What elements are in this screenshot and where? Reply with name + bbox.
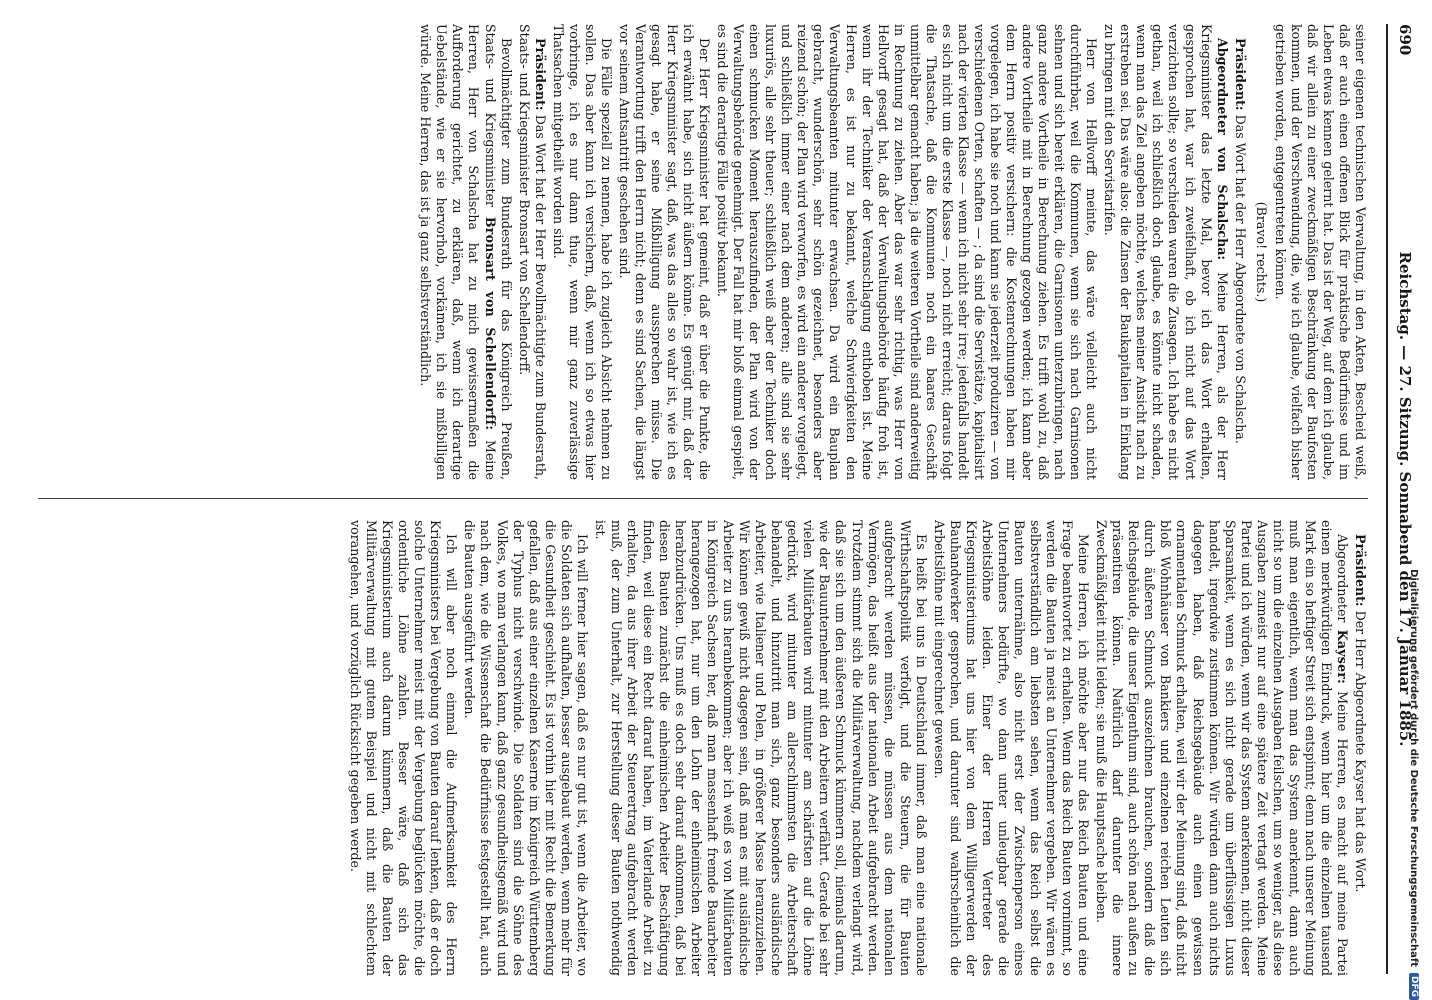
running-title: Reichstag. — 27. Sitzung. Sonnabend den 17. Januar 1885.: [1396, 251, 1414, 747]
paragraph: [931, 520, 1091, 976]
paragraph: [1232, 24, 1248, 480]
speaker-name: Bronsart von Schellendorff:: [482, 216, 498, 431]
paragraph: [417, 24, 513, 480]
paragraph-text: Meine Herren, ich möchte aber nur das Reich Bauten und eine Frage beantwortet zu erhalten. Wenn das Reich Bauten vornimmt, so werden die Bauten ja meist an Unternehmer vergeben. Wir wären es selbstverständlich am liebsten sehen, wenn das Reich selbst die Bauten unternähme, also nicht erst der Zwischenperson eines Unternehmers bedürfte, wo dann unter unleugbar gerade die Arbeitslöhne leiden. Einer der Herren Vertreter des Kriegsministeriums hat uns hier von dem Willigerwerden der Bauhandwerker gesprochen, und darunter sind wahrscheinlich die Arbeitslöhne mit eingerechnet gewesen.: [931, 520, 1092, 976]
paragraph-text: Das Wort hat der Herr Abgeordnete von Schalscha.: [1232, 110, 1248, 444]
paragraph: [516, 24, 548, 480]
paragraph: [550, 24, 614, 480]
paragraph-text: Der Herr Abgeordnete Kayser hat das Wort.: [1353, 606, 1368, 893]
paragraph-text: Meine Herren, als der Herr Kriegsminister das letzte Mal, bevor ich das Wort erhalten, gesprochen hat, war ich zweifelhaft, ob ich nicht auf das Wort verzichten sollte; so verschieden waren die Zusagen. Ich habe es nicht gethan, weil ich schließlich doch glaube, es könnte nicht schaden, wenn man das Ziel angeben möchte, welches meiner Ansicht nach zu erstreben sei. Das wäre also: die Zinsen der Baukapitalien in Einklang zu bringen mit den Servistarifen.: [1102, 24, 1230, 480]
page-number: 690: [1396, 24, 1414, 56]
paragraph: [347, 520, 459, 976]
dfg-logo: DFG: [1409, 973, 1419, 1000]
paragraph: [1093, 520, 1350, 976]
paragraph-text: Die Fälle speziell zu nennen, habe ich zugleich Absicht nehmen zu sollen. Das aber kann ich versichern, daß, wenn ich so etwas hier vorbringe, ich es nur dann thue, wenn mir ganz zuverlässige Thatsachen mitgetheilt worden sind.: [550, 24, 614, 480]
paragraph-text: Meine Herren, es macht auf meine Partei einen merkwürdigen Eindruck, wenn hier um die einzelnen tausend Mark ein so heftiger Streit sich entspinnt; denn nach unserer Meinung muß man eigentlich, wenn man das System anerkennt, dann auch nicht so um die einzelnen Ausgaben feilschen, um so weniger, als diese Ausgaben zumeist nur auf eine spätere Zeit vertagt werden. Meine Partei und ich würden, wenn wir das System anerkennen, nicht dieser Sparsamkeit, wenn es sich nicht gerade um überflüssigen Luxus handelt, irgendwie zustimmen können. Wir würden dann auch nichts dagegen haben, daß Reichsgebäude auch einen gewissen ornamentalen Schmuck erhalten, weil wir der Meinung sind, daß nicht bloß Wohnhäuser von Bankiers und einzelnen reichen Leuten sich durch äußeren Schmuck auszeichnen brauchen, sondern daß die Reichsgebäude, die unser Eigenthum sind, auch schön nach außen zu präsentiren können. Natürlich darf darunter die innere Zweckmäßigkeit nicht leiden; sie muß die Hauptsache bleiben.: [1094, 520, 1350, 976]
speaker-label: Präsident:: [1353, 534, 1368, 607]
left-column: [38, 24, 1368, 480]
paragraph-text: Der Herr Kriegsminister hat gemeint, daß er über die Punkte, die ich erwähnt habe, sich nicht äußern könne. Es genügt mir, daß der Herr Kriegsminister sagt, daß, was das alles so wahr ist, wie ich es gesagt habe, er seine Mißbilligung aussprechen müsse. Die Verantwortung trifft den Herrn nicht; denn es sind Sachen, die längst vor seinem Amtsantritt geschehen sind.: [616, 24, 713, 480]
paragraph: [616, 24, 712, 480]
paragraph-text: Ich will ferner hier sagen, daß es nur gut ist, wenn die Arbeiter, wo die Soldaten sich aufhalten, besser ausgebaut werden, wenn mehr für die Gesundheit geschieht. Es ist vorhin hier mit Recht die Bemerkung gefallen, daß aus einer einzelnen Kaserne im Königreich Württemberg der Typhus nicht verschwinde. Die Soldaten sind die Söhne des Volkes, wo man verlangen kann, daß ganz gesundheitsgemäß wird und nach dem, wie die Wissenschaft die Bedürfnisse festgestellt hat, auch die Bauten ausgeführt werden.: [462, 520, 590, 976]
speaker-label: Präsident:: [1232, 38, 1248, 111]
paragraph: [1352, 520, 1368, 976]
right-column: [38, 520, 1368, 976]
paragraph: [1272, 24, 1368, 480]
dfg-watermark: [1408, 4, 1420, 1000]
speaker-label: Abgeordneter von Schalscha:: [1214, 38, 1230, 261]
rotated-page-content: [32, 0, 1432, 1000]
paragraph-text: Das Wort hat der Herr Bevollmächtigte zum Bundesrath, Staats- und Kriegsminister Bronsart von Schellendorff.: [516, 24, 548, 480]
paragraph: [592, 520, 929, 976]
paragraph: [461, 520, 589, 976]
paragraph-text: Abgeordneter: [1334, 534, 1350, 630]
applause-note: (Bravo! rechts.): [1253, 201, 1269, 303]
speaker-label: Präsident:: [532, 38, 548, 111]
paragraph-text: Bevollmächtigter zum Bundesrath für das Königreich Preußen, Staats- und Kriegsminister: [482, 24, 514, 480]
paragraph: [714, 24, 1099, 480]
paragraph-text: Meine Herren, Herr von Schalscha hat zu mich gewissermaßen die Aufforderung gerichtet, zu erklären, daß, wenn ich derartige Uebelstände, wie er sie hervorhob, vorkämen, ich sie mißbilligen würde. Meine Herren, das ist ja ganz selbstverständlich.: [418, 24, 498, 480]
speaker-name: Kayser:: [1334, 629, 1350, 684]
paragraph-text: Es heißt bei uns in Deutschland immer, daß man eine nationale Wirthschaftspolitik verfolgt, und die Steuern, die für Bauten aufgebracht werden müssen, die müssen aus dem nationalen Vermögen, das heißt aus der nationalen Arbeit aufgebracht werden. Trotzdem stimmt sich die Militärverwaltung, nachdem verlangt wird, daß sie sich um den äußeren Schmuck kümmern soll, niemals darum, wie der Bauunternehmer mit den Arbeitern verfährt. Gerade bei sehr vielen Militärbauten wird mitunter am schärfsten auf die Löhne gedrückt, wird mitunter am allerschlimmsten die Arbeiterschaft behandelt, und hinzutritt man sich, ganz besonders ausländische Arbeiter, wie Italiener und Polen, in größerer Masse heranzuziehen. Wir können gewiß nicht dagegen sein, daß man es mit ausländische Arbeiter zu uns heranbekommen; aber ich weiß es von Militärbauten in Königreich Sachsen her, daß man massenhaft fremde Bauarbeiter herangezogen hat, nur um den Lohn der einheimischen Arbeiter herabzudrücken. Uns muß es doch sehr darauf ankommen, daß bei diesen Bauten zunächst die einheimischen Arbeiter Beschäftigung finden, weil diese ein Recht darauf haben, im Vaterlande Arbeit zu erhalten, da aus ihrer Arbeit der Steuerertrag aufgebracht werden muß, der zum Unterhalt, zur Herstellung dieser Bauten nothwendig ist.: [592, 520, 929, 976]
paragraph-text: seiner eigenen technischen Verwaltung, in den Akten, Bescheid weiß, daß er auch einen offenen Blick für praktische Bedürfnisse und im Leben etwas kennen gelernt hat. Das ist der Weg, auf dem ich glaube, daß wir allein zu einer zweckmäßigen Beschränkung der Baufosten kommen, und der Verschwendung, die, wie ich glaube, vielfach bisher getrieben worden, entgegentreten können.: [1272, 24, 1368, 480]
paragraph-text: Ich will aber noch einmal die Aufmerksamkeit des Herrn Kriegsministers bei Vergebung von Bauten darauf lenken, daß er doch solche Unternehmer meist mit der Vergebung beglücken möchte, die ordentliche Löhne zahlen. Besser wäre, daß sich das Kriegsministerium auch darum kümmern, daß die Bauten der Militärverwaltung mit gutem Beispiel und nicht mit schlechtem vorangehen, und vorzüglich Rücksicht gegeben werde.: [348, 520, 460, 976]
watermark-text: Digitalisierung gefördert durch die Deutsche Forschungsgemeinschaft: [1408, 569, 1420, 967]
paragraph-text: Herr von Hellvorff meinte, das wäre vielleicht auch nicht durchführbar, weil die Kommunen, wenn sie sich nach Garnisonen sehnen und sich bereit erklären, die Garnisonen unterzubringen, nach ganz andere Vortheile in Berechnung ziehen. Es trifft wohl zu, daß andere Vortheile mit in Berechnung gezogen werden; ich kann aber dem Herrn positiv versichern: die Kostenrechnungen haben mir vorgelegen, ich habe sie noch und kann sie jederzeit produziren — von verschiedenen Orten, schaften — ; da sind die Servistätze, kapitalisirt nach der vierten Klasse — wenn ich nicht sehr irre; jedenfalls handelt es sich nicht um die erste Klasse —, noch nicht erreicht; daraus folgt die Thatsache, daß die Kommunen noch ein baares Geschäft unmittelbar gemacht haben; ja die weiteren Vortheile sind anderweitig in Rechnung zu ziehen. Aber das war sehr richtig, was Herr von Hellvorff gesagt hat, daß der Verwaltungsbehörde häufig froh ist, wenn ihr der Techniker der Veranschlagung enthoben ist. Meine Herren, es ist nur zu bekannt, welche Schwierigkeiten den Verwaltungsbeamten mitunter erwachsen. Da wird ein Bauplan gebracht, wunderschön, sehr schön gezeichnet, besonders aber reizend schön; der Plan wird verworfen, es wird ein anderer vorgelegt, und schließlich immer einer nach dem anderen; alle sind sie sehr luxuriös, alle sehr theuer; schließlich weiß aber der Techniker doch einen schmucken Moment herauszufinden, der Plan wird von der Verwaltungsbehörde genehmigt. Der Fall hat mir bloß einmal gespielt, es sind die derartige Fälle positiv bekannt.: [715, 24, 1100, 480]
paragraph: [1101, 24, 1229, 480]
column-divider: [38, 498, 1368, 499]
